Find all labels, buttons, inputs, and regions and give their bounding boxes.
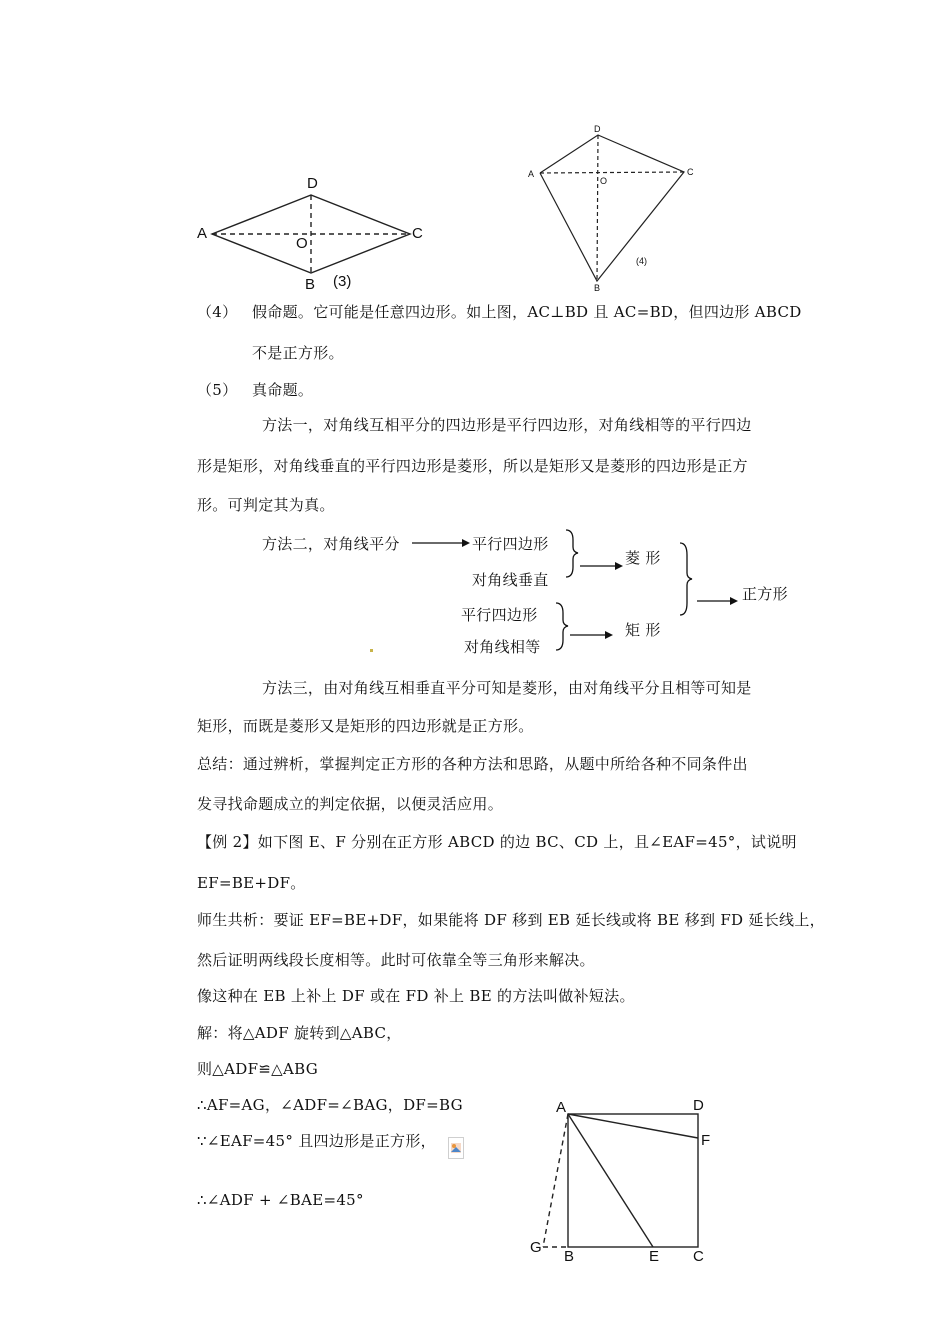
figure-4-kite — [540, 135, 684, 281]
method3-line2: 矩形，而既是菱形又是矩形的四边形就是正方形。 — [197, 717, 534, 735]
analysis-line1: 师生共析：要证 EF=BE+DF，如果能将 DF 移到 EB 延长线或将 BE 移到 FD 延长线上， — [197, 911, 825, 929]
kite-diagonal-bd — [597, 135, 598, 281]
item-5-number: （5） — [197, 381, 238, 399]
summary-line1: 总结：通过辨析，掌握判定正方形的各种方法和思路，从题中所给各种不同条件出 — [197, 755, 748, 773]
brace-2 — [556, 603, 568, 650]
sq-label-d: D — [693, 1097, 704, 1114]
method2-start: 方法二，对角线平分 — [262, 535, 400, 553]
sq-label-a: A — [556, 1099, 567, 1116]
item-4-line2: 不是正方形。 — [252, 344, 344, 362]
sq-label-c: C — [693, 1248, 704, 1265]
summary-line2: 发寻找命题成立的判定依据，以便灵活应用。 — [197, 795, 504, 813]
solution-line2: 则△ADF≌△ABG — [197, 1060, 319, 1078]
method3-line1: 方法三，由对角线互相垂直平分可知是菱形，由对角线平分且相等可知是 — [262, 679, 752, 697]
fig4-label-a: A — [528, 169, 535, 179]
stray-mark — [370, 649, 373, 652]
analysis-line3: 像这种在 EB 上补上 DF 或在 FD 补上 BE 的方法叫做补短法。 — [197, 987, 635, 1005]
sq-label-g: G — [530, 1239, 542, 1256]
kite-diagonal-ac — [540, 172, 684, 173]
brace-1 — [566, 530, 578, 577]
segment-ag — [543, 1114, 568, 1247]
method2-rectangle: 矩 形 — [625, 621, 661, 639]
item-4-line1: 假命题。它可能是任意四边形。如上图，AC⊥BD 且 AC=BD，但四边形 ABCD — [252, 303, 802, 321]
broken-image-icon — [448, 1137, 464, 1159]
item-4-number: （4） — [197, 303, 238, 321]
example2-line2: EF=BE+DF。 — [197, 874, 306, 892]
fig4-label-o: O — [600, 176, 608, 186]
solution-line5: ∴∠ADF + ∠BAE=45° — [197, 1191, 364, 1209]
sq-label-f: F — [701, 1132, 711, 1149]
segment-ae — [568, 1114, 653, 1247]
fig4-label-c: C — [687, 167, 694, 177]
fig4-label-b: B — [594, 283, 601, 293]
method2-diagram — [412, 530, 738, 650]
segment-af — [568, 1114, 698, 1138]
fig3-label-b: B — [305, 276, 316, 293]
item-5-text: 真命题。 — [252, 381, 314, 399]
fig3-label-o: O — [296, 235, 308, 252]
fig4-caption: (4) — [636, 256, 647, 266]
method1-line2: 形是矩形，对角线垂直的平行四边形是菱形，所以是矩形又是菱形的四边形是正方 — [197, 457, 748, 475]
kite-outline — [540, 135, 684, 281]
fig3-label-c: C — [412, 225, 423, 242]
method2-parallelogram-2: 平行四边形 — [461, 606, 538, 624]
method2-rhombus: 菱 形 — [625, 549, 661, 567]
sq-label-e: E — [649, 1248, 660, 1265]
method2-perpendicular: 对角线垂直 — [472, 571, 549, 589]
solution-line1: 解：将△ADF 旋转到△ABC， — [197, 1024, 402, 1042]
method2-parallelogram: 平行四边形 — [472, 535, 549, 553]
method1-line3: 形。可判定其为真。 — [197, 496, 335, 514]
fig3-label-d: D — [307, 175, 318, 192]
fig3-label-a: A — [197, 225, 208, 242]
brace-3 — [680, 543, 692, 615]
fig4-label-d: D — [594, 124, 601, 134]
method2-equal: 对角线相等 — [464, 638, 541, 656]
solution-line4: ∵∠EAF=45° 且四边形是正方形， — [197, 1132, 436, 1150]
figure-square-abcd — [543, 1114, 698, 1247]
example2-line1: 【例 2】如下图 E、F 分别在正方形 ABCD 的边 BC、CD 上，且∠EAF=45°，试说明 — [197, 833, 797, 851]
fig3-caption: (3) — [333, 273, 352, 290]
analysis-line2: 然后证明两线段长度相等。此时可依靠全等三角形来解决。 — [197, 951, 595, 969]
method1-line1: 方法一，对角线互相平分的四边形是平行四边形，对角线相等的平行四边 — [262, 416, 752, 434]
solution-line3: ∴AF=AG，∠ADF=∠BAG，DF=BG — [197, 1096, 463, 1114]
method2-square: 正方形 — [742, 585, 788, 603]
sq-label-b: B — [564, 1248, 575, 1265]
figure-3-rhombus — [212, 195, 410, 273]
